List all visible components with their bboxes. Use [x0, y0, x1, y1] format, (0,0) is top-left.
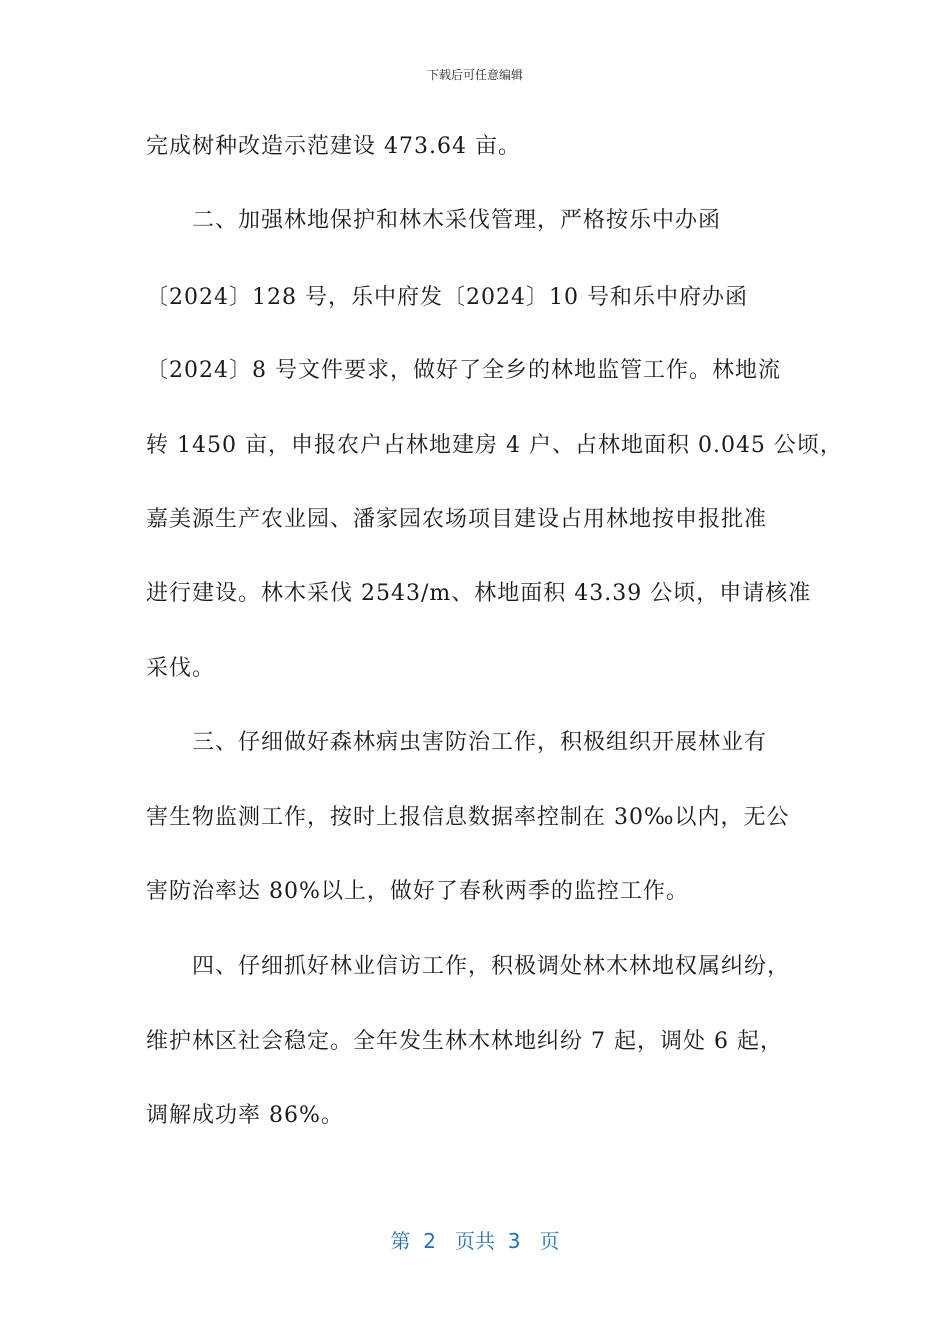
body-line-5: 转 1450 亩，申报农户占林地建房 4 户、占林地面积 0.045 公顷， [146, 433, 843, 458]
body-line-4: 〔2024〕8 号文件要求，做好了全乡的林地监管工作。林地流 [146, 358, 781, 383]
body-line-7: 进行建设。林木采伐 2543/m、林地面积 43.39 公顷，申请核准 [146, 581, 812, 606]
body-line-6: 嘉美源生产农业园、潘家园农场项目建设占用林地按申报批准 [146, 507, 768, 532]
body-line-14: 调解成功率 86%。 [146, 1103, 344, 1128]
body-line-9: 三、仔细做好森林病虫害防治工作，积极组织开展林业有 [192, 730, 768, 755]
body-line-2: 二、加强林地保护和林木采伐管理，严格按乐中办函 [192, 208, 722, 233]
header-note: 下载后可任意编辑 [426, 68, 523, 82]
body-line-13: 维护林区社会稳定。全年发生林木林地纠纷 7 起，调处 6 起， [146, 1029, 783, 1054]
body-line-3: 〔2024〕128 号，乐中府发〔2024〕10 号和乐中府办函 [146, 285, 748, 310]
body-line-10: 害生物监测工作，按时上报信息数据率控制在 30‰以内，无公 [146, 805, 790, 830]
body-line-8: 采伐。 [146, 656, 216, 681]
page-number-footer: 第 2 页共 3 页 [390, 1229, 560, 1253]
body-line-1: 完成树种改造示范建设 473.64 亩。 [146, 134, 521, 159]
body-line-12: 四、仔细抓好林业信访工作，积极调处林木林地权属纠纷， [192, 954, 791, 979]
body-line-11: 害防治率达 80%以上，做好了春秋两季的监控工作。 [146, 879, 689, 904]
